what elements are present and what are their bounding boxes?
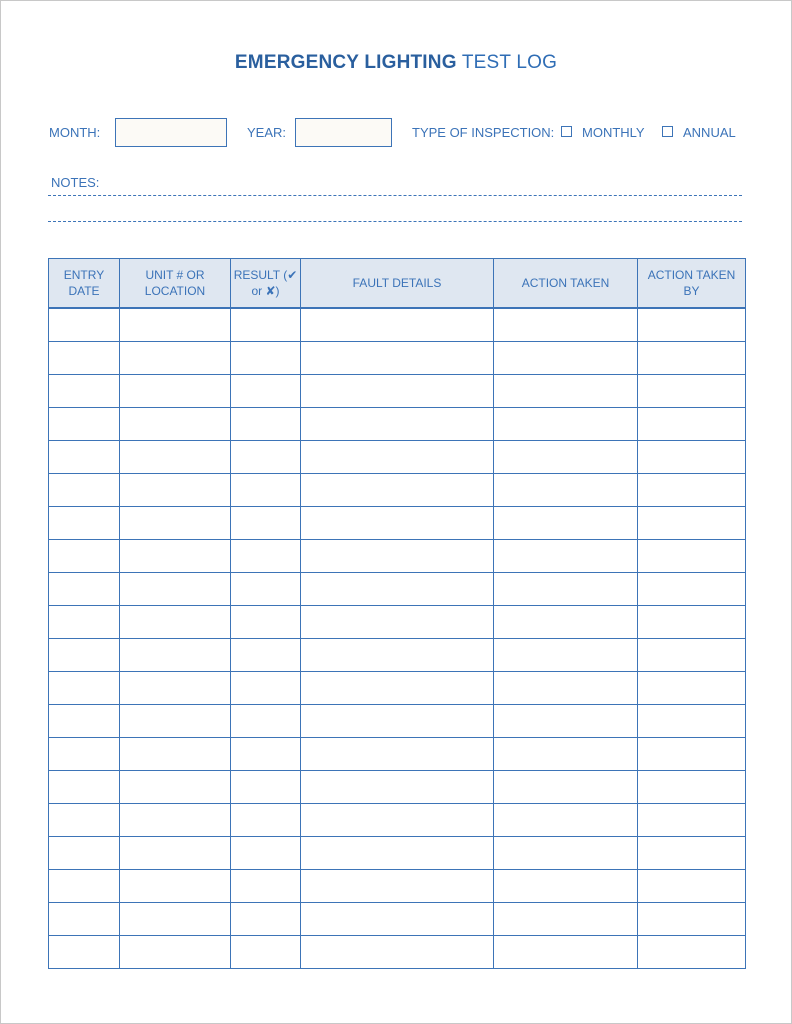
- annual-option-label: ANNUAL: [683, 125, 736, 140]
- fault-details-cell[interactable]: [301, 903, 494, 936]
- action-taken-cell[interactable]: [494, 639, 638, 672]
- entry-date-cell[interactable]: [49, 705, 120, 738]
- action-taken-cell[interactable]: [494, 705, 638, 738]
- action-taken-by-cell[interactable]: [638, 474, 746, 507]
- action-taken-by-cell[interactable]: [638, 672, 746, 705]
- action-taken-by-cell[interactable]: [638, 738, 746, 771]
- unit-location-cell[interactable]: [120, 441, 231, 474]
- result-cell[interactable]: [231, 507, 301, 540]
- result-cell[interactable]: [231, 870, 301, 903]
- result-cell[interactable]: [231, 705, 301, 738]
- table-row: [49, 408, 746, 441]
- table-row: [49, 639, 746, 672]
- entry-date-cell[interactable]: [49, 639, 120, 672]
- action-taken-by-cell[interactable]: [638, 705, 746, 738]
- year-field[interactable]: [295, 118, 392, 147]
- fault-details-cell[interactable]: [301, 936, 494, 969]
- table-row: [49, 705, 746, 738]
- unit-location-cell[interactable]: [120, 474, 231, 507]
- fault-details-cell[interactable]: [301, 837, 494, 870]
- result-cell[interactable]: [231, 837, 301, 870]
- header-line: FAULT DETAILS: [352, 276, 442, 290]
- notes-line-2[interactable]: [48, 221, 742, 222]
- header-line: LOCATION: [144, 284, 206, 298]
- year-label: YEAR:: [247, 125, 287, 140]
- result-cell[interactable]: [231, 936, 301, 969]
- unit-location-cell[interactable]: [120, 837, 231, 870]
- action-taken-cell[interactable]: [494, 672, 638, 705]
- fault-details-cell[interactable]: [301, 408, 494, 441]
- unit-location-cell[interactable]: [120, 308, 231, 342]
- action-taken-cell[interactable]: [494, 771, 638, 804]
- action-taken-cell[interactable]: [494, 375, 638, 408]
- fault-details-cell[interactable]: [301, 308, 494, 342]
- action-taken-by-cell[interactable]: [638, 573, 746, 606]
- action-taken-cell[interactable]: [494, 738, 638, 771]
- monthly-option-label: MONTHLY: [582, 125, 645, 140]
- unit-location-cell[interactable]: [120, 639, 231, 672]
- table-row: [49, 308, 746, 342]
- action-taken-cell[interactable]: [494, 804, 638, 837]
- table-row: [49, 507, 746, 540]
- fault-details-cell[interactable]: [301, 705, 494, 738]
- entry-date-cell[interactable]: [49, 308, 120, 342]
- fault-details-cell[interactable]: [301, 342, 494, 375]
- entry-date-cell[interactable]: [49, 441, 120, 474]
- unit-location-cell[interactable]: [120, 771, 231, 804]
- action-taken-cell[interactable]: [494, 606, 638, 639]
- result-cell[interactable]: [231, 606, 301, 639]
- table-row: [49, 903, 746, 936]
- action-taken-by-header: [638, 259, 746, 309]
- table-row: [49, 342, 746, 375]
- result-cell[interactable]: [231, 375, 301, 408]
- result-cell[interactable]: [231, 540, 301, 573]
- result-cell[interactable]: [231, 408, 301, 441]
- unit-location-header: [120, 259, 231, 309]
- table-row: [49, 672, 746, 705]
- action-taken-by-cell[interactable]: [638, 903, 746, 936]
- table-row: [49, 606, 746, 639]
- title-bold: EMERGENCY LIGHTING: [234, 52, 457, 73]
- unit-location-cell[interactable]: [120, 606, 231, 639]
- unit-location-cell[interactable]: [120, 507, 231, 540]
- header-row: [49, 259, 746, 309]
- table-row: [49, 870, 746, 903]
- result-cell[interactable]: [231, 308, 301, 342]
- action-taken-by-cell[interactable]: [638, 408, 746, 441]
- unit-location-cell[interactable]: [120, 375, 231, 408]
- monthly-checkbox[interactable]: [561, 126, 572, 137]
- table-row: [49, 837, 746, 870]
- action-taken-cell[interactable]: [494, 474, 638, 507]
- header-line: ACTION TAKEN: [647, 268, 736, 282]
- action-taken-by-cell[interactable]: [638, 441, 746, 474]
- result-cell[interactable]: [231, 672, 301, 705]
- notes-label: NOTES:: [51, 175, 100, 190]
- table-row: [49, 474, 746, 507]
- action-taken-by-cell[interactable]: [638, 606, 746, 639]
- fault-details-cell[interactable]: [301, 441, 494, 474]
- fault-details-cell[interactable]: [301, 474, 494, 507]
- header-line: BY: [683, 284, 700, 298]
- result-cell[interactable]: [231, 738, 301, 771]
- action-taken-by-cell[interactable]: [638, 771, 746, 804]
- fault-details-cell[interactable]: [301, 573, 494, 606]
- result-cell[interactable]: [231, 771, 301, 804]
- action-taken-cell[interactable]: [494, 903, 638, 936]
- unit-location-cell[interactable]: [120, 540, 231, 573]
- header-line: or ✘): [251, 284, 280, 298]
- action-taken-by-cell[interactable]: [638, 639, 746, 672]
- header-line: RESULT (✔: [233, 268, 298, 282]
- result-header: [231, 259, 301, 309]
- title-light: TEST LOG: [461, 52, 558, 73]
- fault-details-cell[interactable]: [301, 540, 494, 573]
- unit-location-cell[interactable]: [120, 936, 231, 969]
- header-line: UNIT # OR: [145, 268, 205, 282]
- table-row: [49, 771, 746, 804]
- table-body: [49, 308, 746, 969]
- action-taken-cell[interactable]: [494, 540, 638, 573]
- unit-location-cell[interactable]: [120, 705, 231, 738]
- action-taken-by-cell[interactable]: [638, 837, 746, 870]
- entry-date-cell[interactable]: [49, 771, 120, 804]
- action-taken-cell[interactable]: [494, 870, 638, 903]
- header-line: DATE: [68, 284, 100, 298]
- entry-date-cell[interactable]: [49, 804, 120, 837]
- table-row: [49, 441, 746, 474]
- action-taken-cell[interactable]: [494, 308, 638, 342]
- action-taken-by-cell[interactable]: [638, 375, 746, 408]
- entry-date-cell[interactable]: [49, 375, 120, 408]
- result-cell[interactable]: [231, 903, 301, 936]
- annual-checkbox[interactable]: [662, 126, 673, 137]
- unit-location-cell[interactable]: [120, 738, 231, 771]
- unit-location-cell[interactable]: [120, 804, 231, 837]
- entry-date-cell[interactable]: [49, 474, 120, 507]
- result-cell[interactable]: [231, 804, 301, 837]
- entry-date-cell[interactable]: [49, 903, 120, 936]
- action-taken-by-cell[interactable]: [638, 507, 746, 540]
- action-taken-by-cell[interactable]: [638, 936, 746, 969]
- header-line: ACTION TAKEN: [521, 276, 610, 290]
- entry-date-cell[interactable]: [49, 738, 120, 771]
- result-cell[interactable]: [231, 573, 301, 606]
- unit-location-cell[interactable]: [120, 342, 231, 375]
- test-log-table: [48, 258, 746, 969]
- notes-line-1[interactable]: [48, 195, 742, 196]
- entry-date-cell[interactable]: [49, 606, 120, 639]
- page-title: [0, 52, 792, 74]
- action-taken-by-cell[interactable]: [638, 540, 746, 573]
- entry-date-cell[interactable]: [49, 870, 120, 903]
- fault-details-cell[interactable]: [301, 507, 494, 540]
- action-taken-cell[interactable]: [494, 342, 638, 375]
- action-taken-header: [494, 259, 638, 309]
- inspection-type-label: TYPE OF INSPECTION:: [412, 125, 555, 140]
- fault-details-cell[interactable]: [301, 672, 494, 705]
- result-cell[interactable]: [231, 441, 301, 474]
- entry-date-cell[interactable]: [49, 408, 120, 441]
- fault-details-cell[interactable]: [301, 738, 494, 771]
- table-row: [49, 573, 746, 606]
- action-taken-cell[interactable]: [494, 507, 638, 540]
- fault-details-cell[interactable]: [301, 606, 494, 639]
- entry-date-cell[interactable]: [49, 540, 120, 573]
- fault-details-cell[interactable]: [301, 375, 494, 408]
- unit-location-cell[interactable]: [120, 573, 231, 606]
- unit-location-cell[interactable]: [120, 672, 231, 705]
- entry-date-cell[interactable]: [49, 507, 120, 540]
- entry-date-cell[interactable]: [49, 936, 120, 969]
- fault-details-cell[interactable]: [301, 639, 494, 672]
- fault-details-cell[interactable]: [301, 870, 494, 903]
- table-row: [49, 540, 746, 573]
- unit-location-cell[interactable]: [120, 903, 231, 936]
- entry-date-cell[interactable]: [49, 342, 120, 375]
- fault-details-cell[interactable]: [301, 804, 494, 837]
- action-taken-cell[interactable]: [494, 441, 638, 474]
- fault-details-cell[interactable]: [301, 771, 494, 804]
- action-taken-cell[interactable]: [494, 837, 638, 870]
- unit-location-cell[interactable]: [120, 870, 231, 903]
- table-row: [49, 936, 746, 969]
- action-taken-by-cell[interactable]: [638, 870, 746, 903]
- action-taken-cell[interactable]: [494, 408, 638, 441]
- entry-date-header: [49, 259, 120, 309]
- result-cell[interactable]: [231, 474, 301, 507]
- result-cell[interactable]: [231, 639, 301, 672]
- table-row: [49, 738, 746, 771]
- table-row: [49, 375, 746, 408]
- action-taken-by-cell[interactable]: [638, 342, 746, 375]
- entry-date-cell[interactable]: [49, 672, 120, 705]
- entry-date-cell[interactable]: [49, 573, 120, 606]
- result-cell[interactable]: [231, 342, 301, 375]
- month-label: MONTH:: [49, 125, 101, 140]
- action-taken-by-cell[interactable]: [638, 308, 746, 342]
- fault-details-header: [301, 259, 494, 309]
- entry-date-cell[interactable]: [49, 837, 120, 870]
- header-line: ENTRY: [63, 268, 105, 282]
- action-taken-by-cell[interactable]: [638, 804, 746, 837]
- table-row: [49, 804, 746, 837]
- unit-location-cell[interactable]: [120, 408, 231, 441]
- action-taken-cell[interactable]: [494, 573, 638, 606]
- action-taken-cell[interactable]: [494, 936, 638, 969]
- month-field[interactable]: [115, 118, 227, 147]
